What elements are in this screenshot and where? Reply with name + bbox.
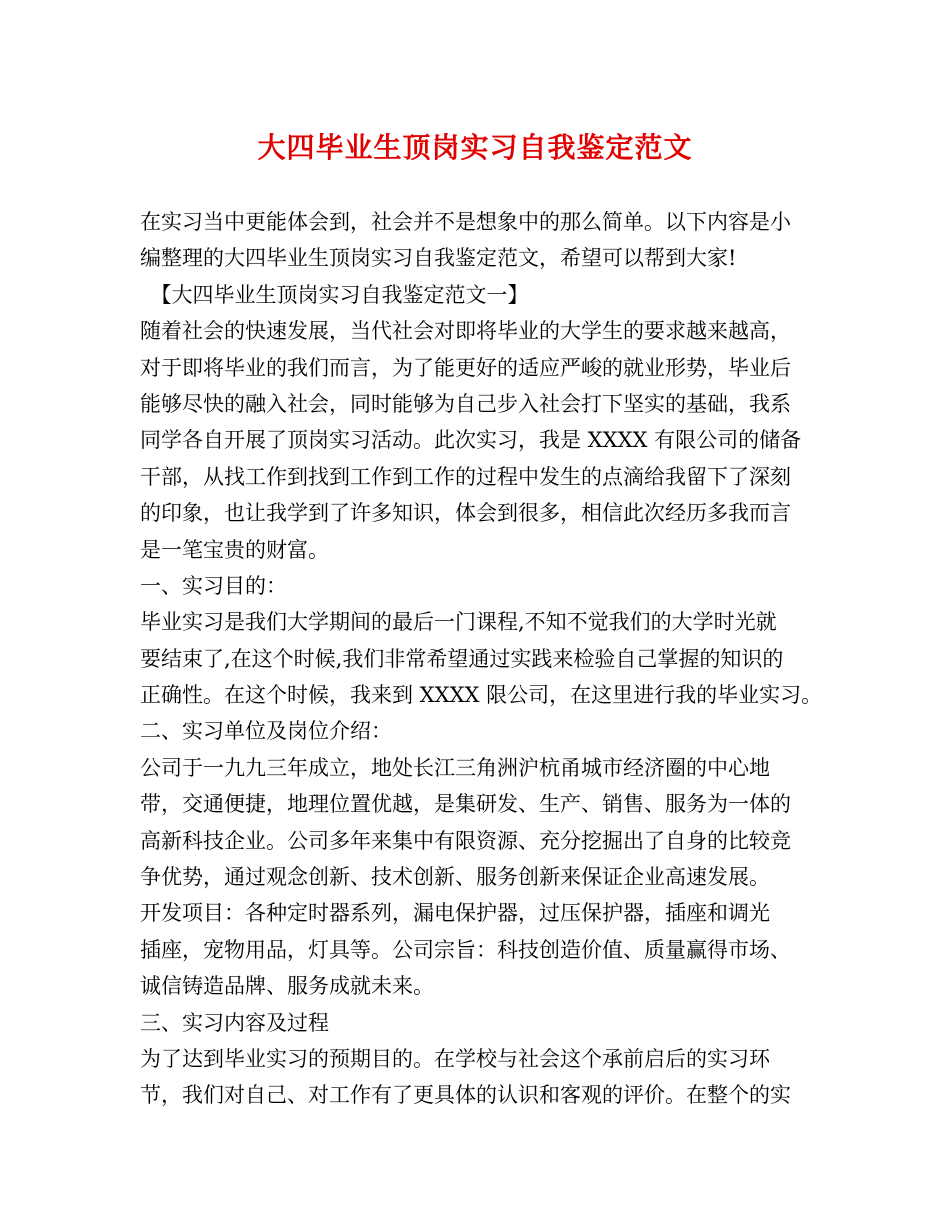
body-line: 带，交通便捷，地理位置优越，是集研发、生产、销售、服务为一体的 [140, 792, 791, 817]
body-line: 一、实习目的： [140, 573, 287, 598]
body-line: 开发项目：各种定时器系列，漏电保护器，过压保护器，插座和调光 [140, 901, 770, 926]
body-line: 是一笔宝贵的财富。 [140, 537, 329, 562]
document-body [140, 204, 830, 1114]
body-line: 公司于一九九三年成立，地处长江三角洲沪杭甬城市经济圈的中心地 [140, 755, 770, 780]
body-line: 【大四毕业生顶岗实习自我鉴定范文一】 [140, 282, 529, 307]
body-line: 毕业实习是我们大学期间的最后一门课程,不知不觉我们的大学时光就 [140, 610, 777, 635]
body-line: 在实习当中更能体会到，社会并不是想象中的那么简单。以下内容是小 [140, 210, 791, 234]
document-title: 大四毕业生顶岗实习自我鉴定范文 [257, 131, 693, 164]
body-line: 能够尽快的融入社会，同时能够为自己步入社会打下坚实的基础，我系 [140, 391, 791, 416]
body-line: 对于即将毕业的我们而言，为了能更好的适应严峻的就业形势，毕业后 [140, 355, 791, 380]
body-line: 二、实习单位及岗位介绍： [140, 719, 392, 744]
body-line: 节，我们对自己、对工作有了更具体的认识和客观的评价。在整个的实 [140, 1083, 791, 1108]
body-line: 争优势，通过观念创新、技术创新、服务创新来保证企业高速发展。 [140, 865, 770, 890]
body-line: 诚信铸造品牌、服务成就未来。 [140, 974, 434, 999]
body-line: 正确性。在这个时候，我来到 XXXX 限公司，在这里进行我的毕业实习。 [140, 683, 823, 708]
body-line: 同学各自开展了顶岗实习活动。此次实习，我是 XXXX 有限公司的储备 [140, 428, 802, 453]
body-line: 随着社会的快速发展，当代社会对即将毕业的大学生的要求越来越高， [140, 319, 791, 344]
body-line: 干部，从找工作到找到工作到工作的过程中发生的点滴给我留下了深刻 [140, 464, 791, 489]
body-line: 编整理的大四毕业生顶岗实习自我鉴定范文，希望可以帮到大家! [140, 246, 737, 271]
body-line: 插座，宠物用品，灯具等。公司宗旨：科技创造价值、质量赢得市场、 [140, 937, 791, 962]
body-line: 三、实习内容及过程 [140, 1010, 329, 1035]
body-line: 为了达到毕业实习的预期目的。在学校与社会这个承前启后的实习环 [140, 1046, 770, 1071]
body-line: 高新科技企业。公司多年来集中有限资源、充分挖掘出了自身的比较竞 [140, 828, 791, 853]
body-line: 的印象，也让我学到了许多知识，体会到很多，相信此次经历多我而言 [140, 501, 791, 526]
body-line: 要结束了,在这个时候,我们非常希望通过实践来检验自己掌握的知识的 [140, 646, 784, 671]
